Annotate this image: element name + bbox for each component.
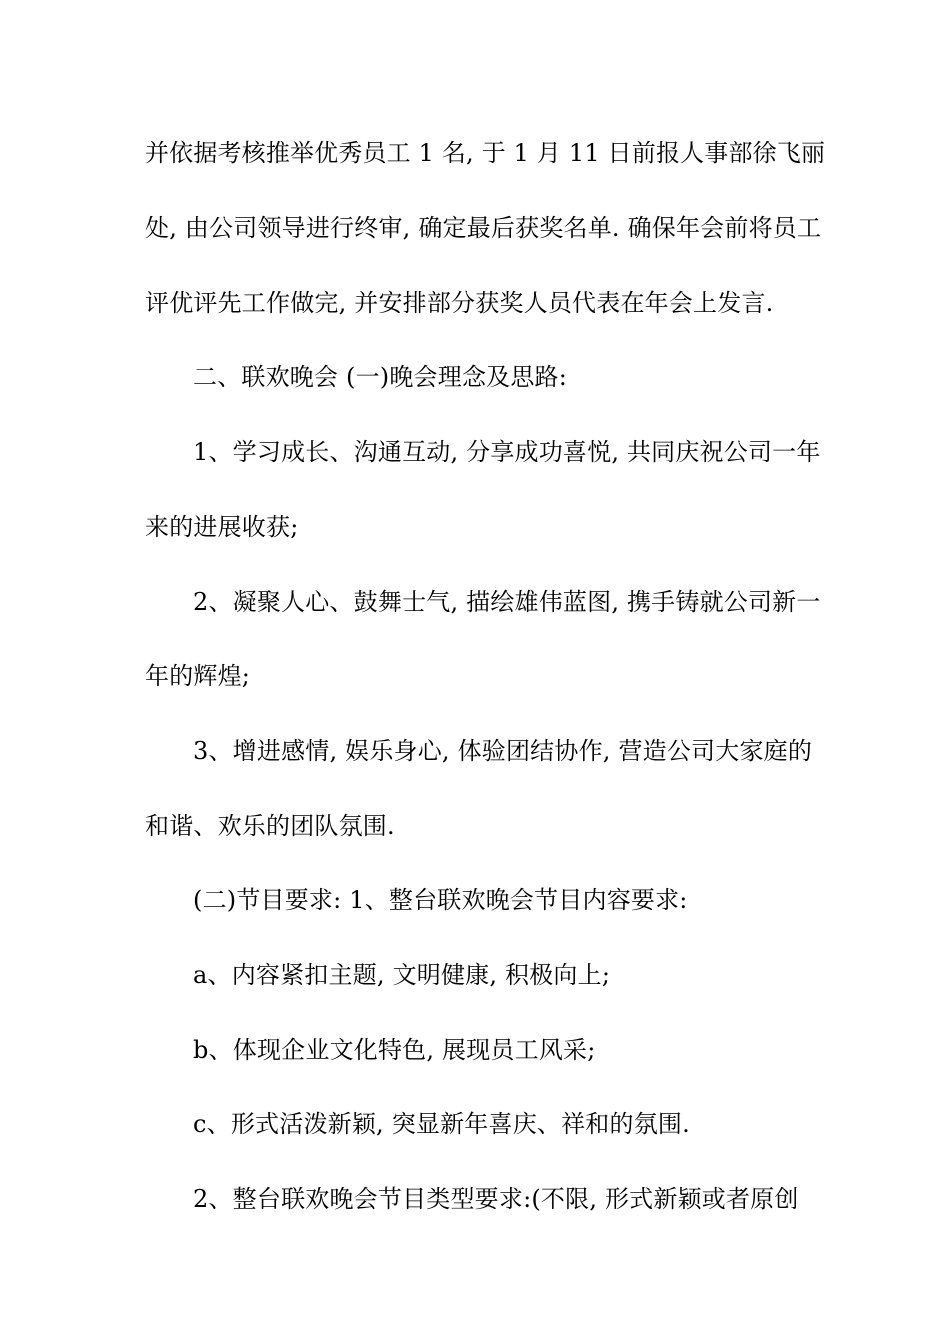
paragraph-line-8: 年的辉煌; [145, 662, 251, 690]
paragraph-line-10: 和谐、欢乐的团队氛围. [145, 812, 395, 840]
paragraph-line-15: 2、整台联欢晚会节目类型要求:(不限, 形式新颖或者原创 [193, 1185, 799, 1213]
section-heading-program: (二)节目要求: 1、整台联欢晚会节目内容要求: [193, 886, 688, 914]
list-item-a: a、内容紧扣主题, 文明健康, 积极向上; [193, 961, 611, 989]
paragraph-line-5: 1、学习成长、沟通互动, 分享成功喜悦, 共同庆祝公司一年 [193, 438, 821, 466]
paragraph-line-9: 3、增进感情, 娱乐身心, 体验团结协作, 营造公司大家庭的 [193, 737, 813, 765]
paragraph-line-6: 来的进展收获; [145, 513, 299, 541]
list-item-c: c、形式活泼新颖, 突显新年喜庆、祥和的氛围. [193, 1110, 690, 1138]
paragraph-line-2: 处, 由公司领导进行终审, 确定最后获奖名单. 确保年会前将员工 [145, 214, 822, 242]
list-item-b: b、体现企业文化特色, 展现员工风采; [193, 1036, 596, 1064]
paragraph-line-3: 评优评先工作做完, 并安排部分获奖人员代表在年会上发言. [145, 289, 774, 317]
section-heading-party: 二、联欢晚会 (一)晚会理念及思路: [193, 363, 568, 391]
paragraph-line-1: 并依据考核推举优秀员工 1 名, 于 1 月 11 日前报人事部徐飞丽 [145, 139, 826, 167]
paragraph-line-7: 2、凝聚人心、鼓舞士气, 描绘雄伟蓝图, 携手铸就公司新一 [193, 588, 821, 616]
